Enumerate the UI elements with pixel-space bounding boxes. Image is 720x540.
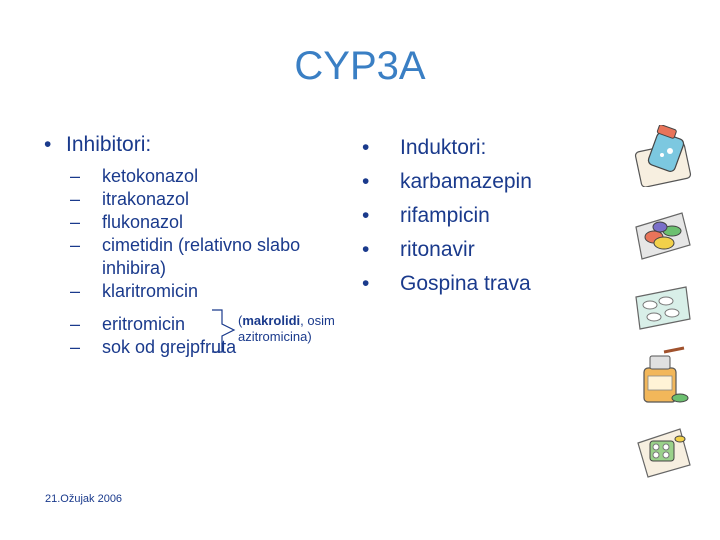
list-item: • karbamazepin (362, 170, 532, 193)
list-item: – sok od grejpfruta (70, 337, 237, 357)
list-item: – itrakonazol (70, 189, 190, 209)
list-item: – eritromicin (70, 314, 186, 334)
bullet: • (44, 133, 52, 156)
list-item: • Gospina trava (362, 272, 531, 295)
macrolides-note: (makrolidi, osim azitromicina) (238, 313, 335, 344)
inhibitors-label: Inhibitori: (66, 133, 152, 156)
list-item: – ketokonazol (70, 166, 199, 186)
inducers-list (362, 131, 532, 301)
slide-date: 21.Ožujak 2006 (45, 493, 123, 505)
inducers-heading: • Induktori: (362, 136, 487, 159)
medicine-bottle-icon (634, 346, 692, 408)
inhibitors-heading (44, 133, 151, 157)
grouping-bracket (210, 308, 240, 358)
note-bold: makrolidi (242, 313, 301, 328)
pill-bottle-icon (632, 125, 694, 187)
tablets-icon (630, 283, 694, 333)
pill-pack-icon (634, 425, 694, 481)
slide-title: CYP3A (294, 44, 426, 88)
list-item: • ritonavir (362, 238, 475, 261)
list-item: – flukonazol (70, 212, 184, 232)
list-item: – klaritromicin (70, 281, 199, 301)
capsules-icon (632, 207, 694, 265)
list-item: • rifampicin (362, 204, 490, 227)
list-item-continuation: inhibira) (102, 258, 167, 278)
list-item: – cimetidin (relativno slabo (70, 235, 301, 255)
